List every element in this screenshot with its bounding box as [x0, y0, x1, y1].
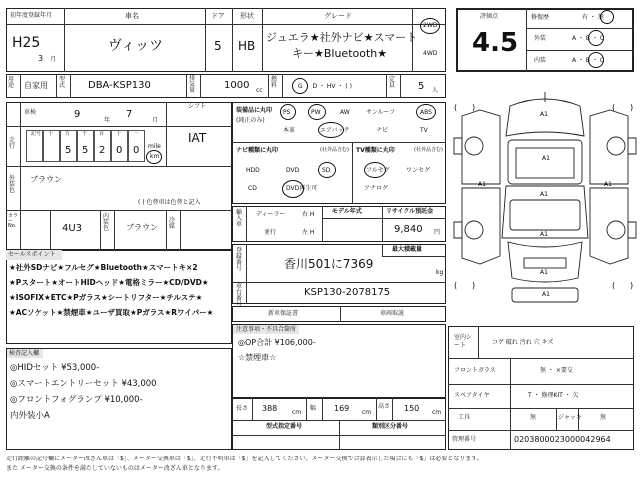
navi-item: SD [322, 167, 331, 174]
height: 150 [404, 404, 420, 413]
diagram-bracket: ) [472, 281, 476, 290]
chassis-label: 車台番号 [236, 283, 243, 308]
car-name: ヴィッツ [108, 38, 164, 54]
capacity: 5 [418, 81, 425, 92]
tv-sub: (社外品含む) [414, 147, 443, 153]
manage-number: 0203800023000042964 [514, 435, 611, 444]
inspection-entry-line: ◎フロントフォグランプ ¥10,000- [10, 395, 143, 405]
diagram-label: A1 [542, 155, 550, 162]
mileage-digit-header: 一 [133, 131, 139, 137]
repair-label: 修復歴 [531, 14, 550, 21]
abs-circle [416, 104, 436, 120]
grade-line1: ジュエラ★社外ナビ★スマート [266, 31, 418, 44]
pw-circle [308, 104, 326, 120]
tv-label: TV種類に丸印 [356, 147, 395, 154]
inspection-entry-line: ◎スマートエントリーセット ¥43,000 [10, 379, 157, 389]
tv-item: フルセグ [366, 167, 390, 174]
warranty-row [232, 306, 446, 322]
shift-label: シフト [188, 103, 207, 110]
jack-label: ジャッキ [558, 414, 582, 421]
mileage-digit: 5 [82, 145, 89, 156]
interior-color: ブラウン [126, 223, 158, 232]
reg-month-unit: 月 [50, 56, 57, 63]
tools: 無 [530, 414, 537, 421]
sales-point-line: ★ISOFIX★ETC★Pガラス★シートリフター★チルステ★ [9, 293, 203, 302]
refrigerant-label: 冷媒 [169, 217, 176, 230]
fuel-label: 燃料 [271, 76, 278, 89]
repair-none-circle [600, 10, 614, 24]
new-warranty: 新車保証書 [268, 310, 299, 317]
front-glass-label: フロントガラス [454, 367, 496, 374]
diagram-label: A1 [540, 191, 548, 198]
import-label: 輸入車 [236, 209, 243, 228]
door: 5 [214, 39, 222, 53]
grade-label: グレード [324, 12, 352, 20]
color-label: 外装色 [9, 175, 16, 194]
model-year-label: モデル年式 [332, 208, 362, 215]
import-left: 左 H [302, 229, 315, 236]
interior-options: A ・ B ・ C [572, 57, 605, 64]
class-label: 類別区分番号 [372, 423, 409, 430]
type-spec-label: 型式指定番号 [266, 423, 303, 430]
reg-number-label: 登録番号 [236, 247, 243, 272]
navi-item: HDD [246, 167, 260, 174]
diagram-bracket: ( [454, 103, 458, 112]
length-cm: cm [292, 409, 302, 416]
kg-unit: kg [436, 269, 444, 276]
width: 169 [334, 404, 350, 413]
interior-sheet-label: 室内シート [454, 334, 473, 350]
color-no-label: カラーNo. [8, 213, 19, 229]
manage-label: 管理番号 [452, 436, 477, 443]
sales-point-line: ★ACソケット★禁煙車★ユーザ買取★Pガラス★Rワイパー★ [9, 308, 214, 317]
equipment-label: 装備品に丸印 [236, 107, 273, 114]
sales-point-line: ★社外SDナビ★フルセグ★Bluetooth★スマートキ×2 [9, 263, 198, 272]
footer-line1: 走行距離の記号欄にメーター改ざん車は「$」、メーター交換車は「$」、走行不明車は「$」を記入してください。メーター交換で合算表示した場合にも「$」は必要となります。 [6, 456, 483, 462]
interior-sheet-items: コゲ 破れ 汚れ 穴 キズ [492, 339, 554, 346]
equipment-item: ナビ [376, 127, 389, 134]
mileage-label: 走行 [9, 137, 16, 150]
spare: T ・ 修理KIT ・ 欠 [528, 392, 579, 399]
mileage-digit-header: 千 [82, 131, 88, 137]
footer-line2: また メーター交換の条件を満たしていないものはメーター改ざん車となります。 [6, 465, 224, 472]
diagram-bracket: ) [630, 281, 634, 290]
nosmoke: ☆禁煙車☆ [238, 353, 277, 362]
sales-points-label: セールスポイント [8, 251, 56, 258]
inspection-label: 車検 [24, 109, 37, 116]
tv-item: ワンセグ [406, 167, 431, 174]
drive-2wd: 2WD [423, 22, 438, 29]
mileage-unit-km: km [150, 153, 160, 160]
vehicle-diagram [452, 88, 638, 306]
op-total: ◎OP合計 ¥106,000- [238, 338, 316, 347]
exterior-color: ブラウン [30, 175, 62, 184]
import-parallel: 並行 [264, 229, 277, 236]
notes-label: 注意事項・不具合箇所 [236, 326, 297, 333]
navi-item: DVD再生可 [286, 185, 318, 192]
diagram-label: A1 [542, 291, 550, 298]
fuel-g-circle [292, 78, 308, 94]
reg-year-label: 初年度登録年月 [10, 12, 53, 19]
equipment-item: TV [420, 127, 428, 134]
mileage-digit-header: 十 [116, 131, 122, 137]
diagram-label: A1 [540, 269, 548, 276]
fuel-options: G ・ D ・ HV ・ ( ) [298, 83, 352, 90]
ps-circle [280, 104, 296, 120]
jack: 無 [600, 414, 607, 421]
dvd-play-circle [282, 180, 304, 198]
reg-month: 3 [38, 54, 44, 63]
name-label: 車名 [125, 12, 139, 20]
mileage-digit: 5 [65, 145, 72, 156]
tools-label: 工具 [458, 414, 471, 421]
yen-unit: 円 [434, 229, 441, 236]
diagram-label: A1 [540, 231, 548, 238]
equipment-item: 本革 [283, 127, 296, 134]
equipment-item: AW [340, 109, 350, 116]
navi-sub: (社外品含む) [320, 147, 349, 153]
mileage-digit: 0 [133, 145, 140, 156]
navi-label: ナビ種類に丸印 [236, 147, 279, 154]
import-dealer: ディーラー [256, 211, 286, 218]
shape: HB [238, 39, 256, 53]
max-load-label: 最大積載量 [392, 246, 423, 253]
color-no: 4U3 [62, 223, 83, 234]
mileage-digit-header: 記号 [31, 131, 42, 137]
inspection-entry-line: ◎HIDセット ¥53,000- [10, 363, 100, 373]
recycle-label: リサイクル預託金 [386, 208, 434, 215]
inspection-year: 9 [74, 109, 81, 120]
mileage-digit-header: 百 [99, 131, 105, 137]
diagram-label: A1 [604, 181, 612, 188]
navi-item: DVD [286, 167, 300, 174]
equipment-item: PS [283, 109, 291, 116]
mileage-digit-header: 万 [65, 131, 71, 137]
reg-number: 香川501に7369 [284, 257, 374, 271]
score-label: 評価点 [480, 13, 499, 20]
exterior-label: 外装 [534, 35, 547, 42]
mileage-digit: 2 [99, 145, 106, 156]
diagram-label: A1 [540, 111, 548, 118]
equipment-item: サンルーフ [366, 109, 396, 116]
drive-4wd: 4WD [423, 50, 438, 57]
equipment-item: PW [311, 109, 321, 116]
mileage-km-circle [146, 150, 162, 164]
diagram-bracket: ) [630, 103, 634, 112]
inspection-month-unit: 月 [152, 117, 159, 124]
mileage-digit: 0 [116, 145, 123, 156]
displacement: 1000 [224, 80, 250, 91]
manual: 車両取説 [380, 310, 405, 317]
mileage-digit-header: 十 [48, 131, 54, 137]
repair-options: 有 ・ 無 [582, 14, 604, 21]
reg-year: H25 [12, 35, 41, 51]
fullseg-circle [364, 162, 386, 178]
door-label: ドア [211, 12, 225, 20]
inspection-entry-line: 内外装小A [10, 411, 50, 421]
navi-item: CD [248, 185, 257, 192]
use: 自家用 [24, 81, 48, 90]
equipment-sublabel: (純正のみ) [236, 117, 265, 124]
diagram-bracket: ( [612, 281, 616, 290]
sales-point-line: ★Pスタート★オートHIDヘッド★電格ミラー★CD/DVD★ [9, 278, 209, 287]
cc-unit: cc [256, 87, 263, 94]
exterior-b-circle [588, 30, 604, 46]
interior-color-label: 内装色 [103, 213, 110, 232]
diagram-label: A1 [478, 181, 486, 188]
displacement-label: 排気量 [189, 75, 196, 94]
grade-line2: キー★Bluetooth★ [292, 47, 388, 60]
shift: IAT [188, 131, 207, 145]
model: DBA-KSP130 [88, 80, 151, 91]
width-label: 幅 [310, 405, 317, 412]
length: 388 [262, 404, 278, 413]
score-value: 4.5 [472, 28, 519, 58]
capacity-label: 定員 [389, 76, 396, 89]
mileage-unit-mile: mile [148, 143, 161, 150]
inspection-year-unit: 年 [104, 117, 111, 124]
length-label: 長さ [236, 405, 249, 412]
person-unit: 人 [432, 87, 439, 94]
recycle: 9,840 [394, 224, 423, 235]
color-note: ( ) 色替車は色替と記入 [138, 199, 201, 206]
diagram-bracket: ( [612, 103, 616, 112]
inspection-entry-label: 検査記入欄 [9, 350, 40, 357]
inspection-month: 7 [126, 109, 133, 120]
import-right: 右 H [302, 211, 315, 218]
height-cm: cm [432, 409, 442, 416]
shape-label: 形状 [240, 12, 254, 20]
diagram-bracket: ) [472, 103, 476, 112]
exterior-options: A ・ B ・ C [572, 35, 605, 42]
height-label: 高さ [378, 403, 391, 410]
interior-label: 内装 [534, 57, 547, 64]
spare-label: スペアタイヤ [454, 392, 490, 399]
width-cm: cm [362, 409, 372, 416]
tv-item: アナログ [364, 185, 389, 192]
interior-c-circle [588, 52, 604, 68]
equipment-item: エアバック [320, 127, 350, 134]
chassis: KSP130-2078175 [304, 287, 391, 298]
airbag-circle [318, 122, 344, 138]
front-glass: 無 ・ ×要交 [540, 367, 573, 374]
sd-circle [318, 162, 336, 178]
equipment-item: ABS [420, 109, 432, 116]
model-label: 型式 [59, 76, 66, 89]
use-label: 用途 [8, 76, 15, 89]
diagram-bracket: ( [454, 281, 458, 290]
